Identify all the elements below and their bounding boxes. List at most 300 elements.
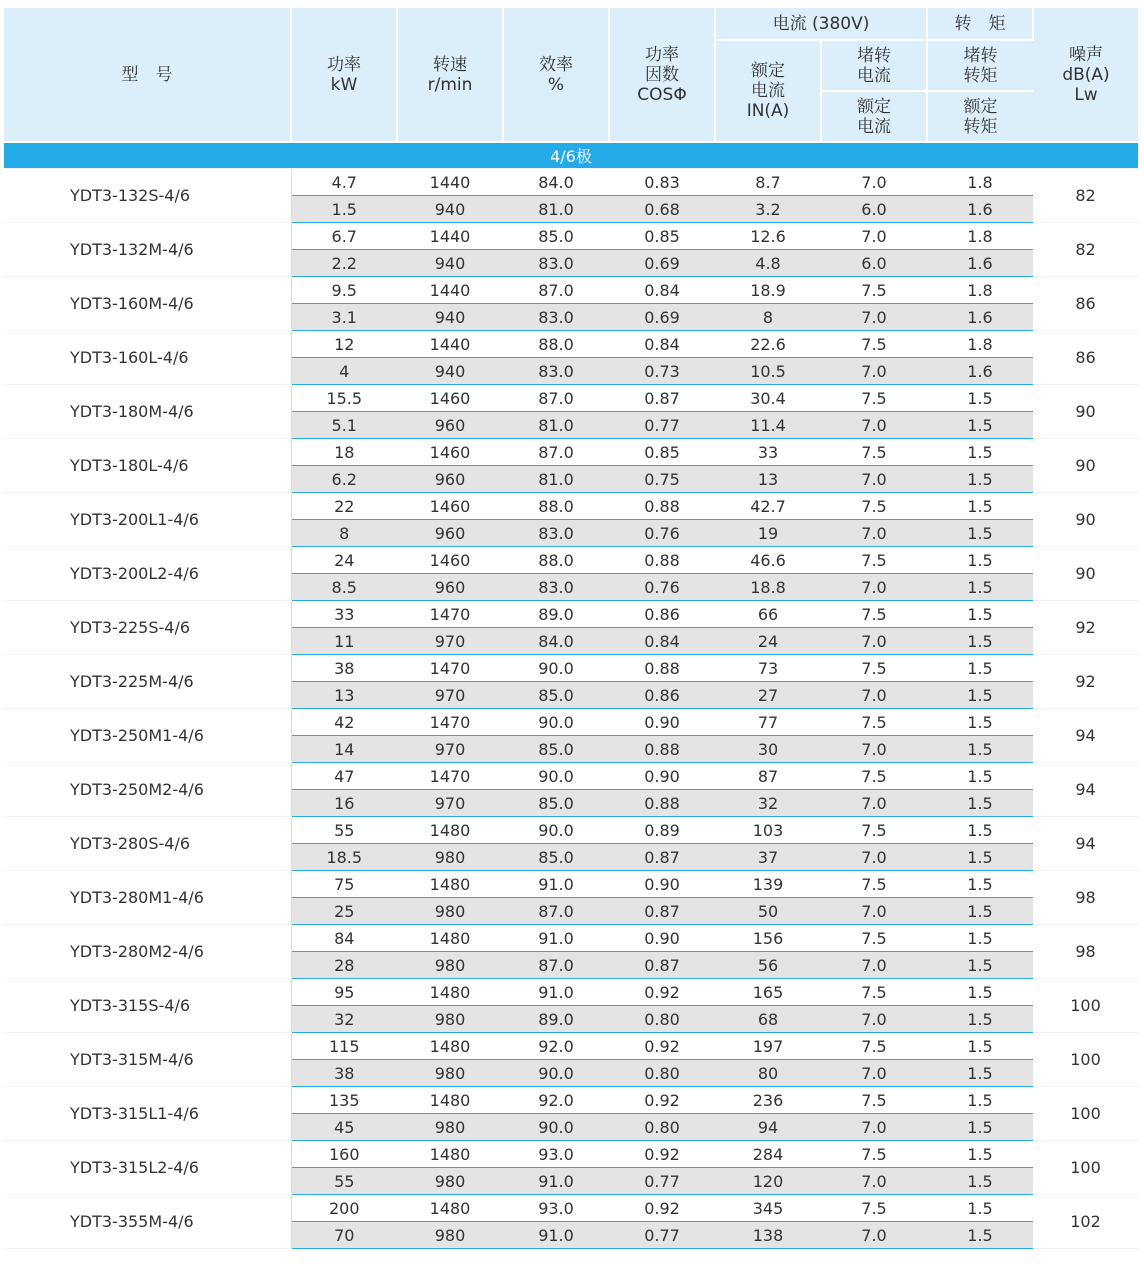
locked-current-cell: 7.5 (821, 655, 927, 682)
efficiency-cell: 85.0 (503, 790, 609, 817)
efficiency-cell: 81.0 (503, 412, 609, 439)
efficiency-cell: 93.0 (503, 1141, 609, 1168)
locked-torque-cell: 1.5 (927, 844, 1033, 871)
speed-cell: 1440 (397, 277, 503, 304)
locked-torque-cell: 1.8 (927, 223, 1033, 250)
rated-current-cell: 4.8 (715, 250, 821, 277)
model-cell: YDT3-315M-4/6 (4, 1033, 291, 1087)
locked-current-cell: 7.5 (821, 1195, 927, 1222)
locked-torque-cell: 1.5 (927, 655, 1033, 682)
locked-current-cell: 6.0 (821, 250, 927, 277)
power-cell: 6.2 (291, 466, 397, 493)
efficiency-cell: 87.0 (503, 439, 609, 466)
noise-cell: 94 (1033, 763, 1138, 817)
rated-current-cell: 27 (715, 682, 821, 709)
noise-cell: 100 (1033, 1033, 1138, 1087)
rated-current-cell: 138 (715, 1222, 821, 1249)
rated-current-cell: 3.2 (715, 196, 821, 223)
locked-current-cell: 7.5 (821, 1033, 927, 1060)
efficiency-cell: 83.0 (503, 520, 609, 547)
power-factor-cell: 0.92 (609, 1195, 715, 1222)
power-cell: 33 (291, 601, 397, 628)
noise-cell: 92 (1033, 655, 1138, 709)
table-row (4, 277, 1138, 304)
locked-torque-cell: 1.5 (927, 385, 1033, 412)
noise-cell: 102 (1033, 1195, 1138, 1249)
power-cell: 84 (291, 925, 397, 952)
noise-cell: 86 (1033, 277, 1138, 331)
speed-cell: 970 (397, 790, 503, 817)
speed-cell: 1460 (397, 493, 503, 520)
rated-current-cell: 165 (715, 979, 821, 1006)
noise-cell: 94 (1033, 709, 1138, 763)
power-factor-cell: 0.69 (609, 304, 715, 331)
efficiency-cell: 87.0 (503, 385, 609, 412)
locked-torque-cell: 1.5 (927, 1087, 1033, 1114)
efficiency-cell: 91.0 (503, 1222, 609, 1249)
model-cell: YDT3-180M-4/6 (4, 385, 291, 439)
power-factor-cell: 0.92 (609, 1087, 715, 1114)
rated-current-cell: 68 (715, 1006, 821, 1033)
rated-current-cell: 19 (715, 520, 821, 547)
table-row (4, 1141, 1138, 1168)
locked-torque-cell: 1.5 (927, 628, 1033, 655)
motor-spec-table (4, 8, 1138, 1249)
speed-cell: 980 (397, 1168, 503, 1195)
power-cell: 75 (291, 871, 397, 898)
rated-current-cell: 50 (715, 898, 821, 925)
rated-current-cell: 197 (715, 1033, 821, 1060)
speed-cell: 1480 (397, 1087, 503, 1114)
power-factor-cell: 0.75 (609, 466, 715, 493)
power-factor-cell: 0.77 (609, 1222, 715, 1249)
model-cell: YDT3-280S-4/6 (4, 817, 291, 871)
table-row (4, 601, 1138, 628)
locked-torque-cell: 1.5 (927, 1195, 1033, 1222)
power-factor-cell: 0.88 (609, 547, 715, 574)
locked-current-cell: 7.0 (821, 628, 927, 655)
speed-cell: 1460 (397, 439, 503, 466)
rated-current-cell: 345 (715, 1195, 821, 1222)
power-factor-cell: 0.85 (609, 439, 715, 466)
speed-cell: 1440 (397, 331, 503, 358)
efficiency-cell: 90.0 (503, 655, 609, 682)
efficiency-cell: 81.0 (503, 196, 609, 223)
table-row (4, 1087, 1138, 1114)
locked-torque-cell: 1.5 (927, 736, 1033, 763)
efficiency-cell: 81.0 (503, 466, 609, 493)
locked-current-cell: 7.0 (821, 1060, 927, 1087)
rated-current-cell: 32 (715, 790, 821, 817)
power-cell: 2.2 (291, 250, 397, 277)
efficiency-cell: 83.0 (503, 250, 609, 277)
locked-current-cell: 7.5 (821, 925, 927, 952)
locked-torque-cell: 1.8 (927, 331, 1033, 358)
rated-current-cell: 94 (715, 1114, 821, 1141)
table-row (4, 439, 1138, 466)
header-speed: 转速 r/min (397, 8, 503, 142)
rated-current-cell: 18.9 (715, 277, 821, 304)
model-cell: YDT3-250M2-4/6 (4, 763, 291, 817)
model-cell: YDT3-132M-4/6 (4, 223, 291, 277)
locked-torque-cell: 1.5 (927, 412, 1033, 439)
power-cell: 160 (291, 1141, 397, 1168)
efficiency-cell: 85.0 (503, 682, 609, 709)
power-factor-cell: 0.88 (609, 493, 715, 520)
rated-current-cell: 18.8 (715, 574, 821, 601)
speed-cell: 1460 (397, 385, 503, 412)
rated-current-cell: 236 (715, 1087, 821, 1114)
power-factor-cell: 0.92 (609, 1033, 715, 1060)
locked-current-cell: 7.0 (821, 1168, 927, 1195)
power-cell: 5.1 (291, 412, 397, 439)
efficiency-cell: 90.0 (503, 1060, 609, 1087)
speed-cell: 1440 (397, 169, 503, 196)
power-factor-cell: 0.90 (609, 763, 715, 790)
locked-torque-cell: 1.5 (927, 979, 1033, 1006)
locked-current-cell: 7.0 (821, 736, 927, 763)
table-body (4, 142, 1138, 1249)
power-factor-cell: 0.76 (609, 520, 715, 547)
locked-torque-cell: 1.5 (927, 520, 1033, 547)
locked-current-cell: 7.0 (821, 790, 927, 817)
speed-cell: 980 (397, 1060, 503, 1087)
model-cell: YDT3-160L-4/6 (4, 331, 291, 385)
model-cell: YDT3-315S-4/6 (4, 979, 291, 1033)
locked-torque-cell: 1.5 (927, 601, 1033, 628)
power-factor-cell: 0.86 (609, 682, 715, 709)
locked-current-cell: 7.0 (821, 304, 927, 331)
power-factor-cell: 0.84 (609, 277, 715, 304)
locked-current-cell: 7.0 (821, 520, 927, 547)
speed-cell: 940 (397, 358, 503, 385)
speed-cell: 1480 (397, 979, 503, 1006)
speed-cell: 940 (397, 196, 503, 223)
efficiency-cell: 91.0 (503, 979, 609, 1006)
locked-torque-cell: 1.5 (927, 682, 1033, 709)
speed-cell: 970 (397, 736, 503, 763)
locked-current-cell: 7.5 (821, 493, 927, 520)
header-current-group: 电流 (380V) (715, 8, 927, 40)
model-cell: YDT3-132S-4/6 (4, 169, 291, 223)
efficiency-cell: 90.0 (503, 1114, 609, 1141)
power-factor-cell: 0.89 (609, 817, 715, 844)
power-cell: 25 (291, 898, 397, 925)
power-cell: 18 (291, 439, 397, 466)
power-factor-cell: 0.68 (609, 196, 715, 223)
table-row (4, 763, 1138, 790)
header-torque-group: 转 矩 (927, 8, 1033, 40)
speed-cell: 980 (397, 844, 503, 871)
power-cell: 13 (291, 682, 397, 709)
power-cell: 32 (291, 1006, 397, 1033)
locked-torque-cell: 1.5 (927, 709, 1033, 736)
rated-current-cell: 13 (715, 466, 821, 493)
noise-cell: 100 (1033, 979, 1138, 1033)
header-rated-current-2: 额定 电流 (821, 91, 927, 142)
model-cell: YDT3-280M2-4/6 (4, 925, 291, 979)
power-cell: 15.5 (291, 385, 397, 412)
locked-torque-cell: 1.5 (927, 439, 1033, 466)
header-locked-torque: 堵转 转矩 (927, 40, 1033, 91)
power-cell: 22 (291, 493, 397, 520)
locked-current-cell: 7.5 (821, 547, 927, 574)
locked-torque-cell: 1.5 (927, 817, 1033, 844)
locked-torque-cell: 1.5 (927, 1114, 1033, 1141)
locked-torque-cell: 1.6 (927, 250, 1033, 277)
locked-torque-cell: 1.5 (927, 466, 1033, 493)
speed-cell: 1460 (397, 547, 503, 574)
locked-current-cell: 7.5 (821, 331, 927, 358)
locked-torque-cell: 1.8 (927, 277, 1033, 304)
locked-torque-cell: 1.5 (927, 898, 1033, 925)
locked-current-cell: 7.5 (821, 601, 927, 628)
model-cell: YDT3-180L-4/6 (4, 439, 291, 493)
efficiency-cell: 87.0 (503, 277, 609, 304)
power-factor-cell: 0.84 (609, 331, 715, 358)
power-factor-cell: 0.88 (609, 790, 715, 817)
speed-cell: 1480 (397, 1141, 503, 1168)
rated-current-cell: 24 (715, 628, 821, 655)
efficiency-cell: 83.0 (503, 574, 609, 601)
speed-cell: 960 (397, 574, 503, 601)
locked-torque-cell: 1.5 (927, 1222, 1033, 1249)
table-row (4, 979, 1138, 1006)
table-row (4, 871, 1138, 898)
rated-current-cell: 8 (715, 304, 821, 331)
power-factor-cell: 0.84 (609, 628, 715, 655)
noise-cell: 82 (1033, 169, 1138, 223)
locked-current-cell: 7.5 (821, 817, 927, 844)
power-cell: 70 (291, 1222, 397, 1249)
model-cell: YDT3-355M-4/6 (4, 1195, 291, 1249)
rated-current-cell: 103 (715, 817, 821, 844)
power-cell: 45 (291, 1114, 397, 1141)
power-cell: 55 (291, 1168, 397, 1195)
power-cell: 200 (291, 1195, 397, 1222)
power-factor-cell: 0.90 (609, 709, 715, 736)
rated-current-cell: 12.6 (715, 223, 821, 250)
efficiency-cell: 84.0 (503, 628, 609, 655)
efficiency-cell: 83.0 (503, 358, 609, 385)
rated-current-cell: 22.6 (715, 331, 821, 358)
power-cell: 4 (291, 358, 397, 385)
locked-current-cell: 7.0 (821, 1222, 927, 1249)
locked-current-cell: 7.0 (821, 574, 927, 601)
speed-cell: 980 (397, 1006, 503, 1033)
rated-current-cell: 156 (715, 925, 821, 952)
speed-cell: 960 (397, 466, 503, 493)
efficiency-cell: 91.0 (503, 1168, 609, 1195)
speed-cell: 960 (397, 412, 503, 439)
locked-torque-cell: 1.5 (927, 871, 1033, 898)
locked-current-cell: 6.0 (821, 196, 927, 223)
spec-table-container (4, 8, 1138, 1249)
power-factor-cell: 0.80 (609, 1006, 715, 1033)
efficiency-cell: 92.0 (503, 1033, 609, 1060)
rated-current-cell: 87 (715, 763, 821, 790)
locked-torque-cell: 1.5 (927, 1033, 1033, 1060)
model-cell: YDT3-160M-4/6 (4, 277, 291, 331)
rated-current-cell: 8.7 (715, 169, 821, 196)
locked-torque-cell: 1.5 (927, 790, 1033, 817)
power-factor-cell: 0.77 (609, 1168, 715, 1195)
locked-current-cell: 7.5 (821, 385, 927, 412)
power-cell: 12 (291, 331, 397, 358)
efficiency-cell: 92.0 (503, 1087, 609, 1114)
noise-cell: 86 (1033, 331, 1138, 385)
power-cell: 28 (291, 952, 397, 979)
rated-current-cell: 30 (715, 736, 821, 763)
speed-cell: 940 (397, 250, 503, 277)
locked-torque-cell: 1.6 (927, 304, 1033, 331)
locked-torque-cell: 1.5 (927, 1141, 1033, 1168)
speed-cell: 980 (397, 952, 503, 979)
model-cell: YDT3-280M1-4/6 (4, 871, 291, 925)
model-cell: YDT3-200L2-4/6 (4, 547, 291, 601)
efficiency-cell: 88.0 (503, 547, 609, 574)
noise-cell: 90 (1033, 385, 1138, 439)
noise-cell: 98 (1033, 925, 1138, 979)
power-factor-cell: 0.80 (609, 1114, 715, 1141)
power-cell: 8.5 (291, 574, 397, 601)
section-label: 4/6极 (4, 142, 1138, 169)
rated-current-cell: 139 (715, 871, 821, 898)
noise-cell: 82 (1033, 223, 1138, 277)
efficiency-cell: 87.0 (503, 952, 609, 979)
speed-cell: 980 (397, 1222, 503, 1249)
noise-cell: 92 (1033, 601, 1138, 655)
locked-current-cell: 7.0 (821, 169, 927, 196)
header-locked-current: 堵转 电流 (821, 40, 927, 91)
locked-current-cell: 7.0 (821, 223, 927, 250)
locked-current-cell: 7.0 (821, 952, 927, 979)
speed-cell: 980 (397, 898, 503, 925)
model-cell: YDT3-200L1-4/6 (4, 493, 291, 547)
header-rated-current: 额定 电流 IN(A) (715, 40, 821, 142)
locked-current-cell: 7.0 (821, 358, 927, 385)
section-row (4, 142, 1138, 169)
rated-current-cell: 10.5 (715, 358, 821, 385)
locked-current-cell: 7.5 (821, 1087, 927, 1114)
table-row (4, 169, 1138, 196)
table-header (4, 8, 1138, 142)
table-row (4, 925, 1138, 952)
efficiency-cell: 87.0 (503, 898, 609, 925)
noise-cell: 94 (1033, 817, 1138, 871)
power-cell: 95 (291, 979, 397, 1006)
locked-torque-cell: 1.5 (927, 547, 1033, 574)
table-row (4, 655, 1138, 682)
power-factor-cell: 0.76 (609, 574, 715, 601)
efficiency-cell: 84.0 (503, 169, 609, 196)
table-row (4, 223, 1138, 250)
efficiency-cell: 90.0 (503, 817, 609, 844)
rated-current-cell: 120 (715, 1168, 821, 1195)
efficiency-cell: 90.0 (503, 709, 609, 736)
locked-current-cell: 7.0 (821, 844, 927, 871)
power-factor-cell: 0.87 (609, 898, 715, 925)
power-factor-cell: 0.77 (609, 412, 715, 439)
locked-current-cell: 7.5 (821, 871, 927, 898)
speed-cell: 1440 (397, 223, 503, 250)
rated-current-cell: 46.6 (715, 547, 821, 574)
efficiency-cell: 91.0 (503, 871, 609, 898)
speed-cell: 1470 (397, 763, 503, 790)
locked-current-cell: 7.0 (821, 412, 927, 439)
locked-current-cell: 7.0 (821, 1114, 927, 1141)
noise-cell: 90 (1033, 493, 1138, 547)
table-row (4, 1195, 1138, 1222)
power-factor-cell: 0.86 (609, 601, 715, 628)
table-row (4, 493, 1138, 520)
speed-cell: 960 (397, 520, 503, 547)
power-factor-cell: 0.80 (609, 1060, 715, 1087)
power-cell: 4.7 (291, 169, 397, 196)
efficiency-cell: 85.0 (503, 223, 609, 250)
locked-torque-cell: 1.5 (927, 1168, 1033, 1195)
power-factor-cell: 0.87 (609, 952, 715, 979)
power-cell: 8 (291, 520, 397, 547)
locked-current-cell: 7.5 (821, 277, 927, 304)
table-row (4, 817, 1138, 844)
noise-cell: 90 (1033, 547, 1138, 601)
locked-torque-cell: 1.5 (927, 1060, 1033, 1087)
rated-current-cell: 73 (715, 655, 821, 682)
power-cell: 38 (291, 655, 397, 682)
power-factor-cell: 0.87 (609, 385, 715, 412)
noise-cell: 100 (1033, 1141, 1138, 1195)
power-factor-cell: 0.85 (609, 223, 715, 250)
power-cell: 3.1 (291, 304, 397, 331)
power-factor-cell: 0.88 (609, 736, 715, 763)
power-factor-cell: 0.90 (609, 925, 715, 952)
header-noise: 噪声 dB(A) Lw (1033, 8, 1138, 142)
power-cell: 115 (291, 1033, 397, 1060)
power-factor-cell: 0.73 (609, 358, 715, 385)
efficiency-cell: 88.0 (503, 331, 609, 358)
efficiency-cell: 85.0 (503, 736, 609, 763)
speed-cell: 1480 (397, 871, 503, 898)
power-cell: 1.5 (291, 196, 397, 223)
speed-cell: 1480 (397, 817, 503, 844)
efficiency-cell: 88.0 (503, 493, 609, 520)
power-factor-cell: 0.90 (609, 871, 715, 898)
rated-current-cell: 33 (715, 439, 821, 466)
noise-cell: 90 (1033, 439, 1138, 493)
speed-cell: 1480 (397, 1195, 503, 1222)
table-row (4, 709, 1138, 736)
power-cell: 11 (291, 628, 397, 655)
noise-cell: 100 (1033, 1087, 1138, 1141)
efficiency-cell: 85.0 (503, 844, 609, 871)
table-row (4, 385, 1138, 412)
table-row (4, 547, 1138, 574)
efficiency-cell: 91.0 (503, 925, 609, 952)
locked-current-cell: 7.5 (821, 763, 927, 790)
model-cell: YDT3-250M1-4/6 (4, 709, 291, 763)
power-factor-cell: 0.88 (609, 655, 715, 682)
locked-current-cell: 7.0 (821, 466, 927, 493)
power-cell: 9.5 (291, 277, 397, 304)
locked-current-cell: 7.5 (821, 979, 927, 1006)
locked-current-cell: 7.5 (821, 709, 927, 736)
power-cell: 42 (291, 709, 397, 736)
rated-current-cell: 284 (715, 1141, 821, 1168)
rated-current-cell: 42.7 (715, 493, 821, 520)
noise-cell: 98 (1033, 871, 1138, 925)
model-cell: YDT3-225S-4/6 (4, 601, 291, 655)
